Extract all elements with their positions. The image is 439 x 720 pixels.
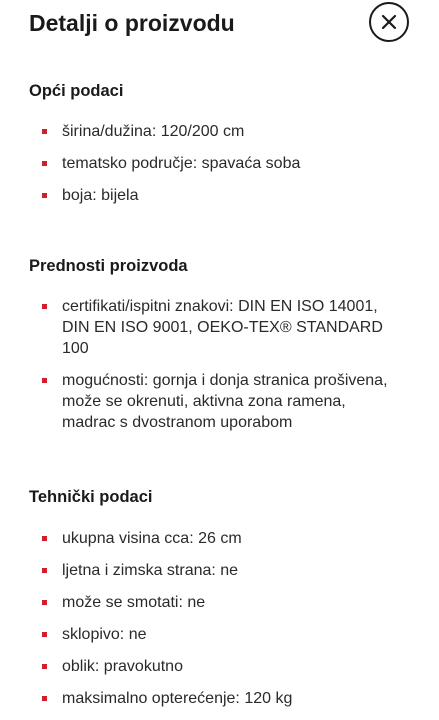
- close-icon: [381, 14, 397, 30]
- list-item: [29, 656, 409, 677]
- list-item: [29, 592, 409, 613]
- page-title: Detalji o proizvodu: [29, 10, 235, 36]
- bullet-icon: [42, 696, 47, 701]
- list-item-text: može se smotati: ne: [62, 594, 206, 611]
- section-title-general: Opći podaci: [29, 82, 124, 100]
- list-general: [29, 121, 409, 217]
- bullet-icon: [42, 161, 47, 166]
- list-item: [29, 688, 409, 709]
- list-item-text: mogućnosti: gornja i donja stranica prošivena, može se okrenuti, aktivna zona ramena, madrac s dvostranom uporabom: [62, 372, 388, 431]
- bullet-icon: [42, 632, 47, 637]
- list-item-text: boja: bijela: [62, 187, 139, 204]
- section-title-advantages: Prednosti proizvoda: [29, 257, 188, 275]
- panel-header: [29, 8, 235, 38]
- bullet-icon: [42, 304, 47, 309]
- list-item: [29, 528, 409, 549]
- list-item: [29, 153, 409, 174]
- list-item-text: oblik: pravokutno: [62, 658, 183, 675]
- bullet-icon: [42, 664, 47, 669]
- list-item-text: certifikati/ispitni znakovi: DIN EN ISO 14001, DIN EN ISO 9001, OEKO-TEX® STANDARD 100: [62, 298, 383, 357]
- list-item: [29, 185, 409, 206]
- bullet-icon: [42, 129, 47, 134]
- list-advantages: [29, 296, 399, 444]
- list-item: [29, 370, 399, 433]
- list-item: [29, 560, 409, 581]
- section-title-technical: Tehnički podaci: [29, 488, 153, 506]
- list-item: [29, 624, 409, 645]
- list-item-text: tematsko područje: spavaća soba: [62, 155, 301, 172]
- list-item: [29, 296, 399, 359]
- list-item-text: sklopivo: ne: [62, 626, 147, 643]
- bullet-icon: [42, 378, 47, 383]
- list-technical: [29, 528, 409, 720]
- close-button[interactable]: [369, 2, 409, 42]
- bullet-icon: [42, 568, 47, 573]
- list-item: [29, 121, 409, 142]
- list-item-text: ljetna i zimska strana: ne: [62, 562, 239, 579]
- list-item-text: širina/dužina: 120/200 cm: [62, 123, 245, 140]
- list-item-text: ukupna visina cca: 26 cm: [62, 530, 242, 547]
- bullet-icon: [42, 600, 47, 605]
- list-item-text: maksimalno opterećenje: 120 kg: [62, 690, 293, 707]
- bullet-icon: [42, 536, 47, 541]
- bullet-icon: [42, 193, 47, 198]
